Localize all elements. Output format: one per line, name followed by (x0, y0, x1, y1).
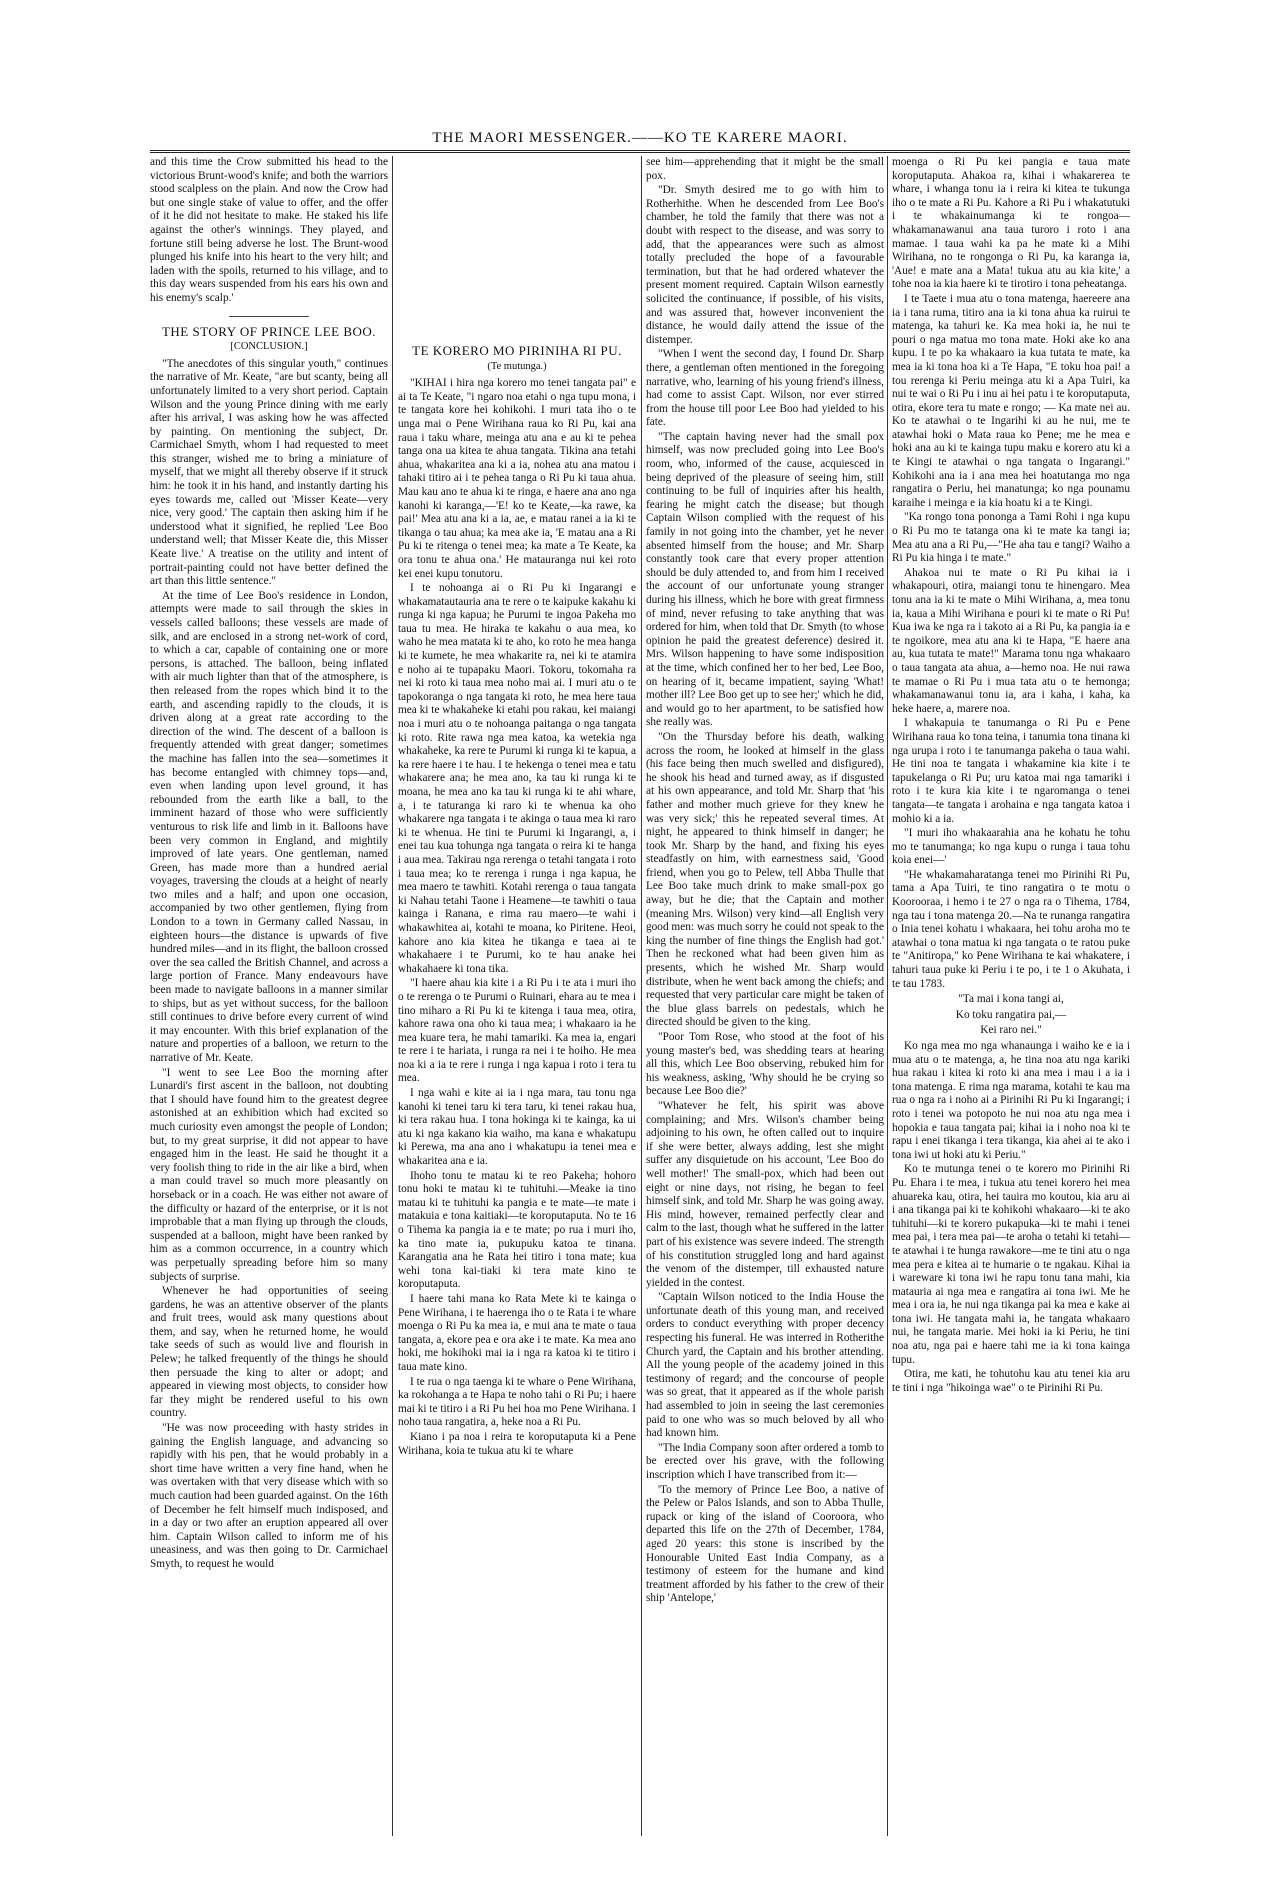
verse-line: Kei raro nei." (980, 1024, 1042, 1037)
paragraph: "Ka rongo tona pononga a Tami Rohi i nga kupu o Ri Pu mo te tatanga ona ki te mate ka tangi ia; Mea atu ana a Ri Pu,—"He aha tau e tangi? Waiho a Ri Pu kia hinga i te mate." (892, 511, 1130, 565)
paragraph: "I went to see Lee Boo the morning after Lunardi's first ascent in the balloon, not doubting that I should have found him to the greatest degree astonished at an exhibition which had excited so much curiosity even amongst the people of London; but, to my great surprise, it did not appear to have engaged him in the least. He said he thought it a very foolish thing to ride in the air like a bird, when a man could travel so much more pleasantly on horseback or in a coach. He was either not aware of the difficulty or hazard of the enterprise, or it is not improbable that a man flying up through the clouds, suspended at a balloon, might have been ranked by him as a common occurrence, in a country which was perpetually spreading before him so many subjects of surprise. (150, 1066, 388, 1283)
paragraph: Kiano i pa noa i reira te koroputaputa ki a Pene Wirihana, koia te tukua atu ki te whare (398, 1430, 636, 1457)
section-separator (229, 316, 309, 317)
paragraph: I te Taete i mua atu o tona matenga, haereere ana ia i tana ruma, titiro ana ia ki tona ahua ka ruirui te matenga, ka tahuri ke. Ka mea hoki ia, he nui te pouri o nga matua mo tona mate. Hoki ake ko ana kupu. I te po ka whakaaro ia kua tutata te mate, ka mea ia ki tona hoa ki a Te Hapa, "E toku hoa pai! a tou rerenga ki Periu meinga atu ki a Apa Tuiri, ka nui te wai o Ri Pu i inu ai hei patu i te koroputaputa, otira, ekore tera tu mate e rongo; — Ka mate nei au. Ko te atawhai o te Ingarihi ki au he nui, me te atawhai hoki o Mata raua ko Pene; me he mea e hoki ana au ki te kainga tupu maku e korero atu ki a te Kingi te atawhai o nga tangata o Ingarangi." Kohikohi ana ia i ana mea hei hoatutanga mo nga rangatira o Periu, hei manatunga; ko nga pounamu karaihe i meinga e ia kia hoatu ki a te Kingi. (892, 292, 1130, 509)
paragraph: "I muri iho whakaarahia ana he kohatu he tohu mo te tanumanga; ko nga kupu o runga i taua tohu koia enei—' (892, 827, 1130, 867)
paragraph: "The India Company soon after ordered a tomb to be erected over his grave, with the following inscription which I have transcribed from it:— (646, 1441, 884, 1481)
paragraph: see him—apprehending that it might be the small pox. (646, 156, 884, 182)
verse-line: Ko toku rangatira pai,— (955, 1008, 1067, 1021)
masthead: THE MAORI MESSENGER.——KO TE KARERE MAORI. (432, 130, 848, 146)
paragraph: "The captain having never had the small pox himself, was now precluded going into Lee Boo's room, who, informed of the cause, acquiesced in being deprived of the pleasure of seeing him, still continuing to be full of inquiries after his health, fearing he might catch the disease; but though Captain Wilson complied with the request of his family in not going into the chamber, yet he never absented himself from the house; and Mr. Sharp constantly took care that every proper attention should be duly attended to, and from him I received the account of our unfortunate young stranger during his illness, which he bore with great firmness of mind, never refusing to take anything that was ordered for him, when told that Dr. Smyth (to whose opinion he paid the greatest deference) desired it. Mrs. Wilson happening to have some indisposition at the time, which confined her to her bed, Lee Boo, on hearing of it, became impatient, saying 'What! mother ill? Lee Boo get up to see her;' which he did, and would go to her apartment, to be satisfied how she really was. (646, 430, 884, 729)
paragraph: Ihoho tonu te matau ki te reo Pakeha; hohoro tonu hoki te matau ki te tuhituhi.—Meake ia tino matau ki te tuhituhi ka pangia e te mate—te mate i matakuia e tona kaitiaki—te koroputaputa. No te 16 o Tihema ka pangia ia e te mate; po rua i muri iho, ka tino mate ia, pukupuku katoa te tinana. Karangatia ana he Rata hei titiro i tona mate; kua wehi tona kai-tiaki ki tera mate kino te koroputaputa. (398, 1169, 636, 1291)
article-subheading: (Te mutunga.) (487, 360, 547, 372)
column-1 (150, 156, 388, 1896)
article-heading: THE STORY OF PRINCE LEE BOO. (161, 323, 377, 339)
paragraph: "Whatever he felt, his spirit was above complaining; and Mrs. Wilson's chamber being adjoining to his own, he often called out to inquire if she were better, always adding, lest she might suffer any disquietude on his account, 'Lee Boo do well mother!' The small-pox, which had been out eight or nine days, not rising, he began to feel himself sink, and told Mr. Sharp he was going away. His mind, however, remained perfectly clear and calm to the last, though what he suffered in the latter part of his existence was severe indeed. The strength of his constitution struggled long and hard against the venom of the distemper, till exhausted nature yielded in the contest. (646, 1099, 884, 1289)
paragraph: I nga wahi e kite ai ia i nga mara, tau tonu nga kanohi ki tenei taru ki tera taru, ki tenei rakau hua, ki tera rakau hua. I tona hokinga ki te kainga, ka ui atu ki nga kakano kia waiho, ma kana e whakatupu ki Perewa, ma ana ano i whakatupu ia tenei mea e whakaritea ana e ia. (398, 1087, 636, 1168)
inscription: 'To the memory of Prince Lee Boo, a native of the Pelew or Palos Islands, and son to Abba Thulle, rupack or king of the island of Cooroora, who departed this life on the 27th of December, 1784, aged 20 years: this stone is inscribed by the Honourable United East India Company, as a testimony of esteem for the humane and kind treatment afforded by his father to the crew of their ship 'Antelope,' (646, 1483, 884, 1605)
verse-line: "Ta mai i kona tangi ai, (958, 993, 1064, 1006)
story-ending: and this time the Crow submitted his head to the victorious Brunt-wood's knife; and both the warriors stood scalpless on the plain. And now the Crow had but one single stake of value to offer, and the offer of it he did not hesitate to make. He staked his life against the other's winnings. They played, and fortune still being adverse he lost. The Brunt-wood plunged his knife into his heart to the very hilt; and laden with the spoils, returned to his village, and to this day wears suspended from his ears his own and his enemy's scalp.' (150, 156, 388, 304)
paragraph: "The anecdotes of this singular youth," continues the narrative of Mr. Keate, "are but scanty, being all unfortunately limited to a very short period. Captain Wilson and the young Prince dining with me early after his arrival, I was asking how he was affected by painting. On mentioning the subject, Dr. Carmichael Smyth, whom I had requested to meet this stranger, wished me to bring a miniature of myself, that we might all thereby observe if it struck him: he took it in his hand, and instantly darting his eyes towards me, called out 'Misser Keate—very nice, very good.' The captain then asking him if he understood what it signified, he replied 'Lee Boo understand well; that Misser Keate die, this Misser Keate live.' A treatise on the utility and intent of portrait-painting could not have better defined the art than this little sentence." (150, 357, 388, 588)
paragraph: I whakapuia te tanumanga o Ri Pu e Pene Wirihana raua ko tona teina, i tanumia tona tinana ki nga urupa i roto i te tanumanga pakeha o taua wahi. He tini noa te tangata i whakamine kia kite i te tapukelanga o Ri Pu; uru katoa mai nga tamariki i roto i te kura kia kite i te ngaromanga o tenei tangata—te tangata i arohaina e nga tangata katoa i mohio ki a ia. (892, 717, 1130, 825)
column-spacer (398, 156, 636, 338)
article-heading: TE KORERO MO PIRINIHA RI PU. (412, 343, 622, 358)
paragraph: "KIHAI i hira nga korero mo tenei tangata pai" e ai ta Te Keate, "i ngaro noa etahi o nga tupu mona, i te tangata kore hei kohikohi. I muri tata iho o te unga mai o Pene Wirihana raua ko Ri Pu, kai ana raua i taku whare, meinga atu ana e au ki te pehea tanga ona ua kitea te ahua tangata. Tikina ana tetahi ahua, whakaritea ana ki a ia, nohea atu ana matou i tahaki titiro ai i te pehea tanga o Ri Pu ki taua ahua. Mau kau ano te ahua ki te ringa, e haere ana ano nga kanohi ki karanga,—'E! ko te Keate,—ka rawe, ka pai!' Mea atu ana ki a ia, ae, e matau ranei a ia ki te tikanga o tau ahua; ka mea ake ia, 'E matau ana a Ri Pu ki te ritenga o tenei mea; ka mate a Te Keate, ka ora tonu te ahua ona.' He matauranga nui kei roto kei enei kupu tonutoru. (398, 377, 636, 580)
paragraph: "Captain Wilson noticed to the India House the unfortunate death of this young man, and received orders to conduct everything with proper decency respecting his funeral. He was interred in Rotherithe Church yard, the Captain and his brother attending. All the young people of the academy joined in this testimony of regard; and the concourse of people was so great, that it appeared as if the whole parish had assembled to join in seeing the last ceremonies paid to one who was so much beloved by all who had known him. (646, 1291, 884, 1440)
paragraph: "Poor Tom Rose, who stood at the foot of his young master's bed, was shedding tears at hearing all this, which Lee Boo observing, rebuked him for his weakness, asking, 'Why should he be crying so because Lee Boo die?' (646, 1031, 884, 1098)
paragraph: Ahakoa nui te mate o Ri Pu kihai ia i whakapouri, otira, maiangi tonu te hinengaro. Mea tonu ana ia ki te mate o Mihi Wirihana, a, mea tonu ia, kaua a Mihi Wirihana e pouri ki te mate o Ri Pu! Kua iwa ke nga ra i takoto ai a Ri Pu, ka pangia ia e te ngoikore, mea atu ana ki te Hapa, "E haere ana au, kua tutata te mate!" Marama tonu nga whakaaro o taua tangata ata ahua, a—hemo noa. He nui rawa te mamae o Ri Pu i mua tata atu o te hemonga; whakamanawanui tonu ia, ara i kaha, i kaha, ka heke haere, a, marere noa. (892, 566, 1130, 715)
paragraph: "On the Thursday before his death, walking across the room, he looked at himself in the glass (his face being then much swelled and disfigured), he shook his head and turned away, as if disgusted at his own appearance, and told Mr. Sharp that 'his father and mother much grieve for they knew he was very sick;' this he repeated several times. At night, he appeared to think himself in danger; he took Mr. Sharp by the hand, and fixing his eyes steadfastly on him, with earnestness said, 'Good friend, when you go to Pelew, tell Abba Thulle that Lee Boo take much drink to make small-pox go away, but he die; that the Captain and mother (meaning Mrs. Wilson) very kind—all English very good men: was much sorry he could not speak to the king the number of fine things the English had got.' Then he reckoned what had been given him as presents, which he wished Mr. Sharp would distribute, when he went back among the chiefs; and requested that very particular care might be taken of the blue glass barrels on pedestals, which he directed should be given to the king. (646, 730, 884, 1029)
column-4 (892, 156, 1130, 1896)
paragraph: moenga o Ri Pu kei pangia e taua mate koroputaputa. Ahakoa ra, kihai i whakarerea te whare, i whanga tonu ia i reira ki kitea te tukunga iho o te mate a Ri Pu. Kahore a Ri Pu i whakatutuki i te whakainumanga ki te rongoa—whakamanawanui ana taua turoro i roto i ana mamae. I taua wahi ka pa he mate ki a Mihi Wirihana, no te rongonga o Ri Pu, ka karanga ia, 'Aue! e mate ana a Mata! tukua atu au kia kite,' a tohe noa ia kia haere ki te tirotiro i tona peheatanga. (892, 156, 1130, 291)
paragraph: Otira, me kati, he tohutohu kau atu tenei kia aru te tini i nga "hikoinga wae" o te Pirinihi Ri Pu. (892, 1368, 1130, 1394)
paragraph: Ko nga mea mo nga whanaunga i waiho ke e ia i mua atu o te matenga, a, he tina noa atu nga kariki hua rakau i kitea ki roto ki ana mea i mau i a ia i tona matenga. E rima nga marama, kotahi te kau ma rua o nga ra i noho ai a Pirinihi Ri Pu ki Ingarangi; i roto i tenei wa potopoto he nui noa atu nga mea i hopokia e taua tangata pai; kihai ia i noho noa ki te rapu i enei tikanga i tera tikanga, kia ahei ai te ako i tona iwi ut hoki atu ki Periu." (892, 1040, 1130, 1161)
masthead-rule (150, 150, 1130, 153)
inscription: "He whakamaharatanga tenei mo Pirinihi Ri Pu, tama a Apa Tuiri, te tino rangatira o te motu o Koorooraa, i hemo i te 27 o nga ra o Tihema, 1784, nga tau i tona matenga 20.—Na te runanga rangatira o Inia tenei kohatu i whakaara, hei tohu aroha mo te atawhai o tona matua ki nga tangata o te ratou puke te "Anitiropa," ko Pene Wirihana te kai whakatere, i tahuri taua puke ki Periu i te po, i te 1 o Akuhata, i te tau 1783. (892, 868, 1130, 990)
paragraph: I te nohoanga ai o Ri Pu ki Ingarangi e whakamatautauria ana te rere o te kaipuke kakahu ki runga ki nga kapua; he Purumi te ingoa Pakeha mo taua tu mea. He hiraka te kakahu o aua mea, ko waho he mea matata ki te aho, ko roto he mea hanga ki te kumete, he mea whakarite ra, nei ki te atamira e noho ai te tupapaku Maori. Tokoru, tokomaha ra nei ki roto ki taua mea noho mai ai. I muri atu o te tapokoranga o nga tangata ki roto, he mea here taua mea ki te whakaheke ki etahi pou rakau, kei maiangi noa i muri atu o te nohoanga paitanga o nga tangata ki roto. Rite rawa nga mea katoa, ka wetekia nga whakaheke, ka rere te Purumi ki runga ki te kapua, a ka rere haere i te hau. I te hekenga o tenei mea e tatu whakarere ana; he mea ano, ka tau ki runga ki te moana, he mea ano ka tau ki runga ki te ahi whare, a, i te taturanga ki raro ki te whenua ka oho whakarere nga tangata i te akinga o taua mea ki raro ki te whenua. He tini te Purumi ki Ingarangi, a, i enei tau kua tohunga nga tangata o reira ki te hanga i aua mea. Takirau nga rerenga o tetahi tangata i roto i taua mea; ko te rerenga i runga i nga kapua, he mea maero te tawhiti. Kotahi rerenga o taua tangata ki Nahau tetahi Taone i Heamene—te tawhiti o taua kainga i Ranana, e rima rau maero—te wahi i whakawhitea ai, kotahi te moana, ko Piritene. Heoi, kahore ano kia kitea he tikanga e taea ai te whakahaere i te Purumi, ko te hau anake hei whakahaere ki tona tika. (398, 582, 636, 975)
paragraph: Ko te mutunga tenei o te korero mo Pirinihi Ri Pu. Ehara i te mea, i tukua atu tenei korero hei mea ahuareka kau, otira, hei tauira mo koutou, kia aru ai i ana tikanga pai ki te kohikohi whakaaro—ki te ako tuhituhi—ki te korero pukapuka—ki te mahi i tenei mea pai, i tera mea pai—te aroha o tetahi ki tetahi—te atawhai i te hunga rawakore—me te tini atu o nga mea pera e kitea ai te humarie o te ngakau. Kihai ia i wareware ki tona iwi he rapu tonu tana mahi, kia matauria ai nga mea e rangatira ai tona iwi. Me he mea i ora ia, he nui nga tikanga pai ka mea e kake ai tona iwi. He tangata mahi ia, he tangata whakaaro nui, he tangata marie. Mei hoki ia ki Periu, he tini noa atu, nga pai e haere tahi me ia ki tona kainga tupu. (892, 1163, 1130, 1366)
paragraph: At the time of Lee Boo's residence in London, attempts were made to sail through the skies in vessels called balloons; these vessels are made of silk, and are enclosed in a strong net-work of cord, to which a car, capable of containing one or more persons, is attached. The balloon, being inflated with air much lighter than that of the atmosphere, is then released from the ropes which bind it to the earth, and ascending rapidly to the clouds, it is driven along at a great rate according to the direction of the wind. The descent of a balloon is frequently attended with great danger; sometimes the machine has fallen into the sea—sometimes it has become entangled with chimney tops—and, even when landing upon level ground, it has rebounded from the earth like a ball, to the imminent hazard of those who were sufficiently venturous to risk life and limb in it. Balloons have been very common in England, and mightily improved of late years. One gentleman, named Green, has made more than a hundred aerial voyages, traversing the clouds at a height of nearly two miles and a half; and upon one occasion, accompanied by two other gentlemen, flying from London to a town in Germany called Nassau, in eighteen hours—the distance is upwards of five hundred miles—and in its flight, the balloon crossed over the sea called the British Channel, and across a large portion of France. Many endeavours have been made to navigate balloons in a manner similar to ships, but as yet without success, for the balloon still continues to drive before every current of wind it may encounter. With this brief explanation of the nature and properties of a balloon, we return to the narrative of Mr. Keate. (150, 589, 388, 1064)
paragraph: I te rua o nga taenga ki te whare o Pene Wirihana, ka rokohanga a te Hapa te noho tahi o Ri Pu; i haere mai ki te titiro i a Ri Pu hei hoa mo Pene Wirihana. I noho taua rangatira, a, heke noa a Ri Pu. (398, 1375, 636, 1429)
column-2 (398, 156, 636, 1896)
paragraph: "He was now proceeding with hasty strides in gaining the English language, and advancing so rapidly with his pen, that he would probably in a short time have written a very fine hand, when he was overtaken with that very disease which with so much caution had been guarded against. On the 16th of December he felt himself much indisposed, and in a day or two after an eruption appeared all over him. Captain Wilson called to inform me of his uneasiness, and was then going to Dr. Carmichael Smyth, to request he would (150, 1422, 388, 1570)
column-3 (646, 156, 884, 1896)
column-divider (641, 156, 642, 1836)
paragraph: Whenever he had opportunities of seeing gardens, he was an attentive observer of the plants and fruit trees, would ask many questions about them, and say, when he returned home, he would take seeds of such as would live and flourish in Pelew; he talked frequently of the things he should then persuade the king to alter or adopt; and appeared in viewing most objects, to consider how far they might be rendered useful to his own country. (150, 1285, 388, 1420)
article-subheading: [CONCLUSION.] (230, 341, 308, 353)
paragraph: "Dr. Smyth desired me to go with him to Rotherhithe. When he descended from Lee Boo's chamber, he told the family that there was not a doubt with respect to the disease, and was sorry to add, that the appearances were such as almost totally precluded the hope of a favourable termination, but that he had ordered whatever the present moment required. Captain Wilson earnestly solicited the continuance, if possible, of his visits, and was assured that, however inconvenient the distance, he would daily attend the issue of the distemper. (646, 184, 884, 346)
column-divider (392, 156, 393, 1836)
paragraph: "When I went the second day, I found Dr. Sharp there, a gentleman often mentioned in the foregoing narrative, who, learning of his young friend's illness, had come to assist Capt. Wilson, nor ever stirred from the house till poor Lee Boo had yielded to his fate. (646, 348, 884, 429)
paragraph: "I haere ahau kia kite i a Ri Pu i te ata i muri iho o te rerenga o te Purumi o Ruinari, ehara au te mea i tino miharo a Ri Pu ki te kitenga i taua mea, otira, kahore rawa ona oho ki taua mea; i whakaaro ia he mea kuare tera, he mahi tamariki. Ka mea ia, engari te rere i te hariata, i runga ra nei i te hoiho. He mea noa ki a ia te rere i runga i nga kapua i roto i tera tu mea. (398, 977, 636, 1085)
column-divider (887, 156, 888, 1836)
paragraph: I haere tahi mana ko Rata Mete ki te kainga o Pene Wirihana, i te haerenga iho o te Rata i te whare moenga o Ri Pu ka mea ia, e mui ana te mate o taua tangata, a, ekore pea e ora ake i te mate. Ka mea ano hoki, me hokihoki mai ia i nga ra katoa ki te titiro i taua mate kino. (398, 1292, 636, 1373)
